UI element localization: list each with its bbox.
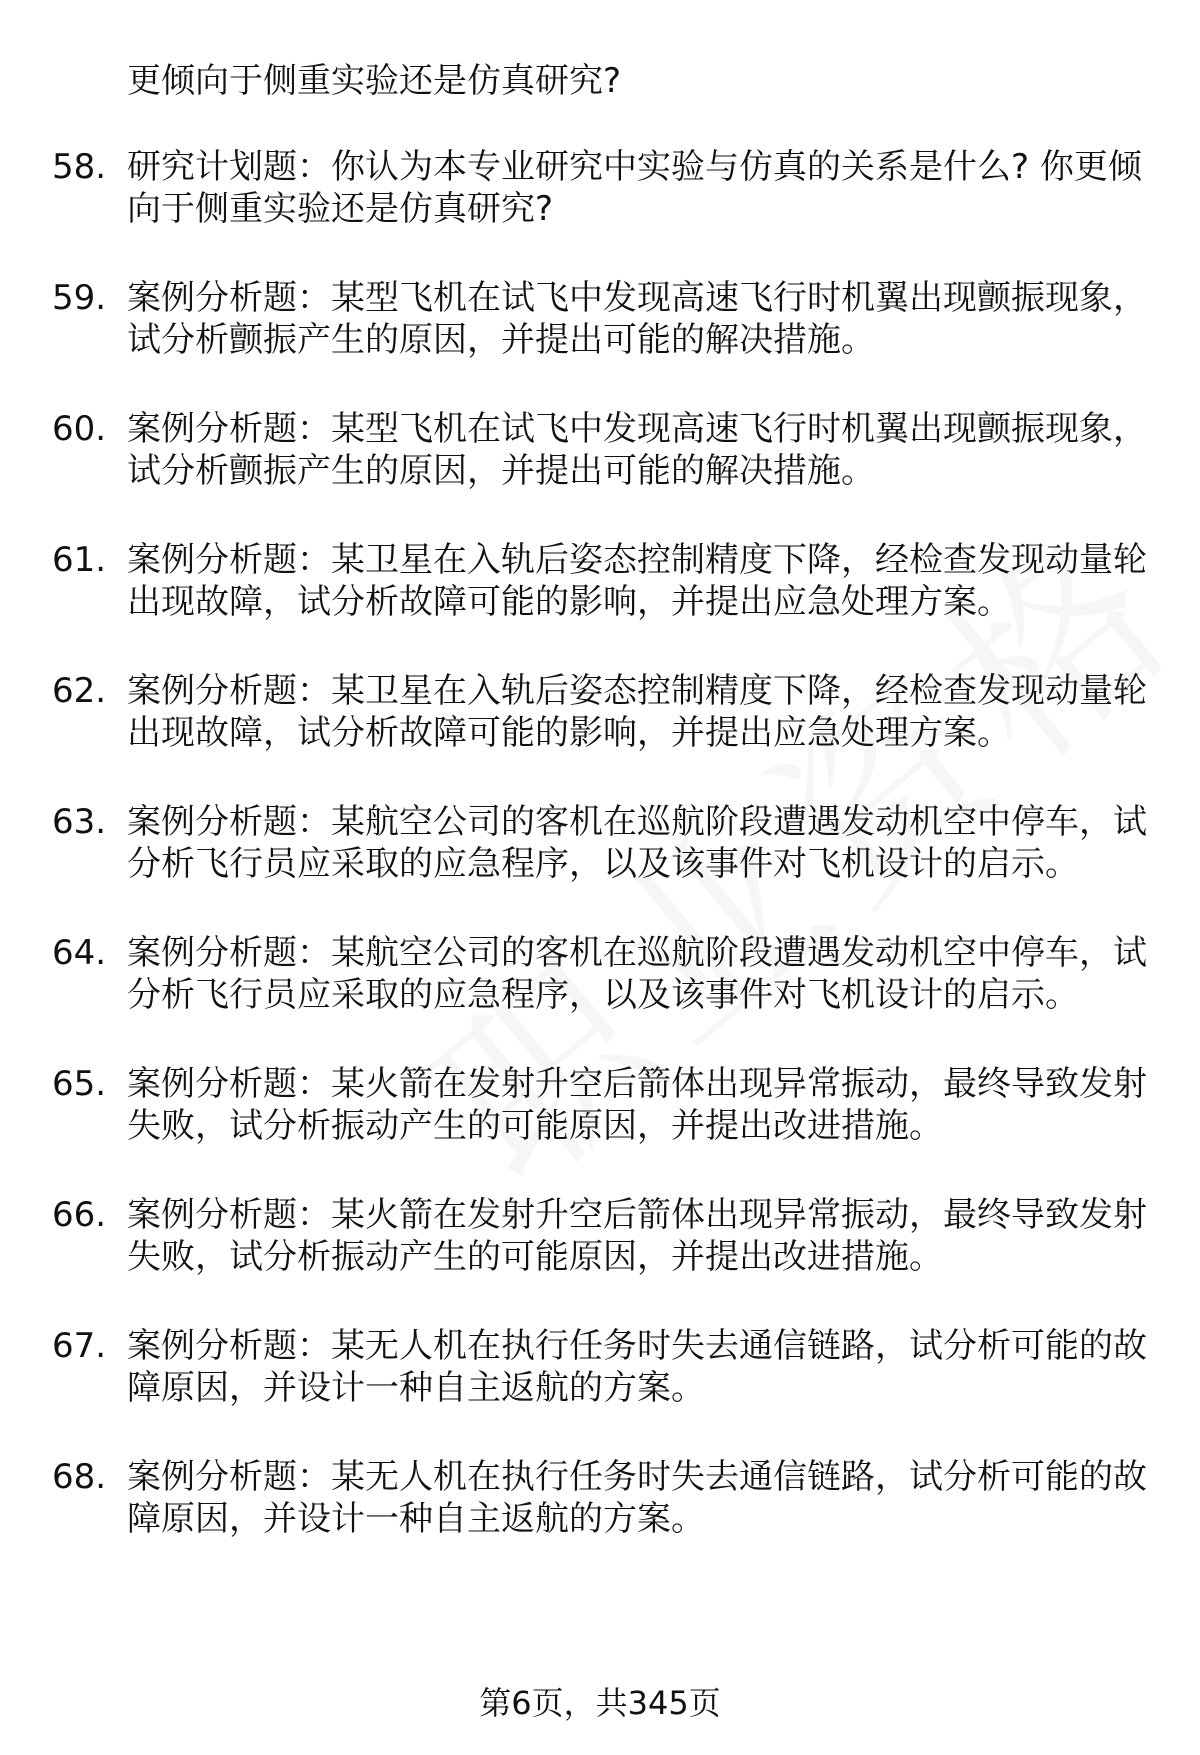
list-item	[0, 932, 1200, 1016]
item-number: 66.	[52, 1195, 107, 1235]
item-number: 62.	[52, 671, 107, 711]
item-text: 案例分析题：某火箭在发射升空后箭体出现异常振动，最终导致发射失败，试分析振动产生的可能原因，并提出改进措施。	[127, 1195, 1147, 1277]
list-item	[0, 539, 1200, 623]
item-text: 案例分析题：某火箭在发射升空后箭体出现异常振动，最终导致发射失败，试分析振动产生的可能原因，并提出改进措施。	[127, 1064, 1147, 1146]
list-item	[0, 408, 1200, 492]
item-number: 65.	[52, 1064, 107, 1104]
item-text: 案例分析题：某无人机在执行任务时失去通信链路，试分析可能的故障原因，并设计一种自主返航的方案。	[127, 1326, 1147, 1408]
item-text: 案例分析题：某无人机在执行任务时失去通信链路，试分析可能的故障原因，并设计一种自主返航的方案。	[127, 1457, 1147, 1539]
list-item	[0, 670, 1200, 754]
list-item	[0, 1456, 1200, 1540]
item-number: 64.	[52, 933, 107, 973]
continued-text: 更倾向于侧重实验还是仿真研究?	[127, 61, 622, 101]
item-number: 67.	[52, 1326, 107, 1366]
item-text: 案例分析题：某航空公司的客机在巡航阶段遭遇发动机空中停车，试分析飞行员应采取的应急程序，以及该事件对飞机设计的启示。	[127, 802, 1147, 884]
item-number: 61.	[52, 540, 107, 580]
item-text: 案例分析题：某型飞机在试飞中发现高速飞行时机翼出现颤振现象，试分析颤振产生的原因，并提出可能的解决措施。	[127, 409, 1147, 491]
list-item	[0, 277, 1200, 361]
item-number: 63.	[52, 802, 107, 842]
item-number: 68.	[52, 1457, 107, 1497]
item-number: 59.	[52, 278, 107, 318]
list-item	[0, 1063, 1200, 1147]
list-item	[0, 1325, 1200, 1409]
list-item	[0, 1194, 1200, 1278]
item-text: 案例分析题：某航空公司的客机在巡航阶段遭遇发动机空中停车，试分析飞行员应采取的应急程序，以及该事件对飞机设计的启示。	[127, 933, 1147, 1015]
item-number: 58.	[52, 147, 107, 187]
question-list	[0, 60, 1200, 1587]
item-text: 案例分析题：某卫星在入轨后姿态控制精度下降，经检查发现动量轮出现故障，试分析故障可能的影响，并提出应急处理方案。	[127, 540, 1147, 622]
item-text: 案例分析题：某卫星在入轨后姿态控制精度下降，经检查发现动量轮出现故障，试分析故障可能的影响，并提出应急处理方案。	[127, 671, 1147, 753]
list-item	[0, 801, 1200, 885]
page-footer: 第6页，共345页	[479, 1684, 721, 1722]
item-number: 60.	[52, 409, 107, 449]
item-text: 研究计划题：你认为本专业研究中实验与仿真的关系是什么? 你更倾向于侧重实验还是仿真研究?	[127, 147, 1142, 229]
item-text: 案例分析题：某型飞机在试飞中发现高速飞行时机翼出现颤振现象，试分析颤振产生的原因，并提出可能的解决措施。	[127, 278, 1147, 360]
list-item	[0, 146, 1200, 230]
